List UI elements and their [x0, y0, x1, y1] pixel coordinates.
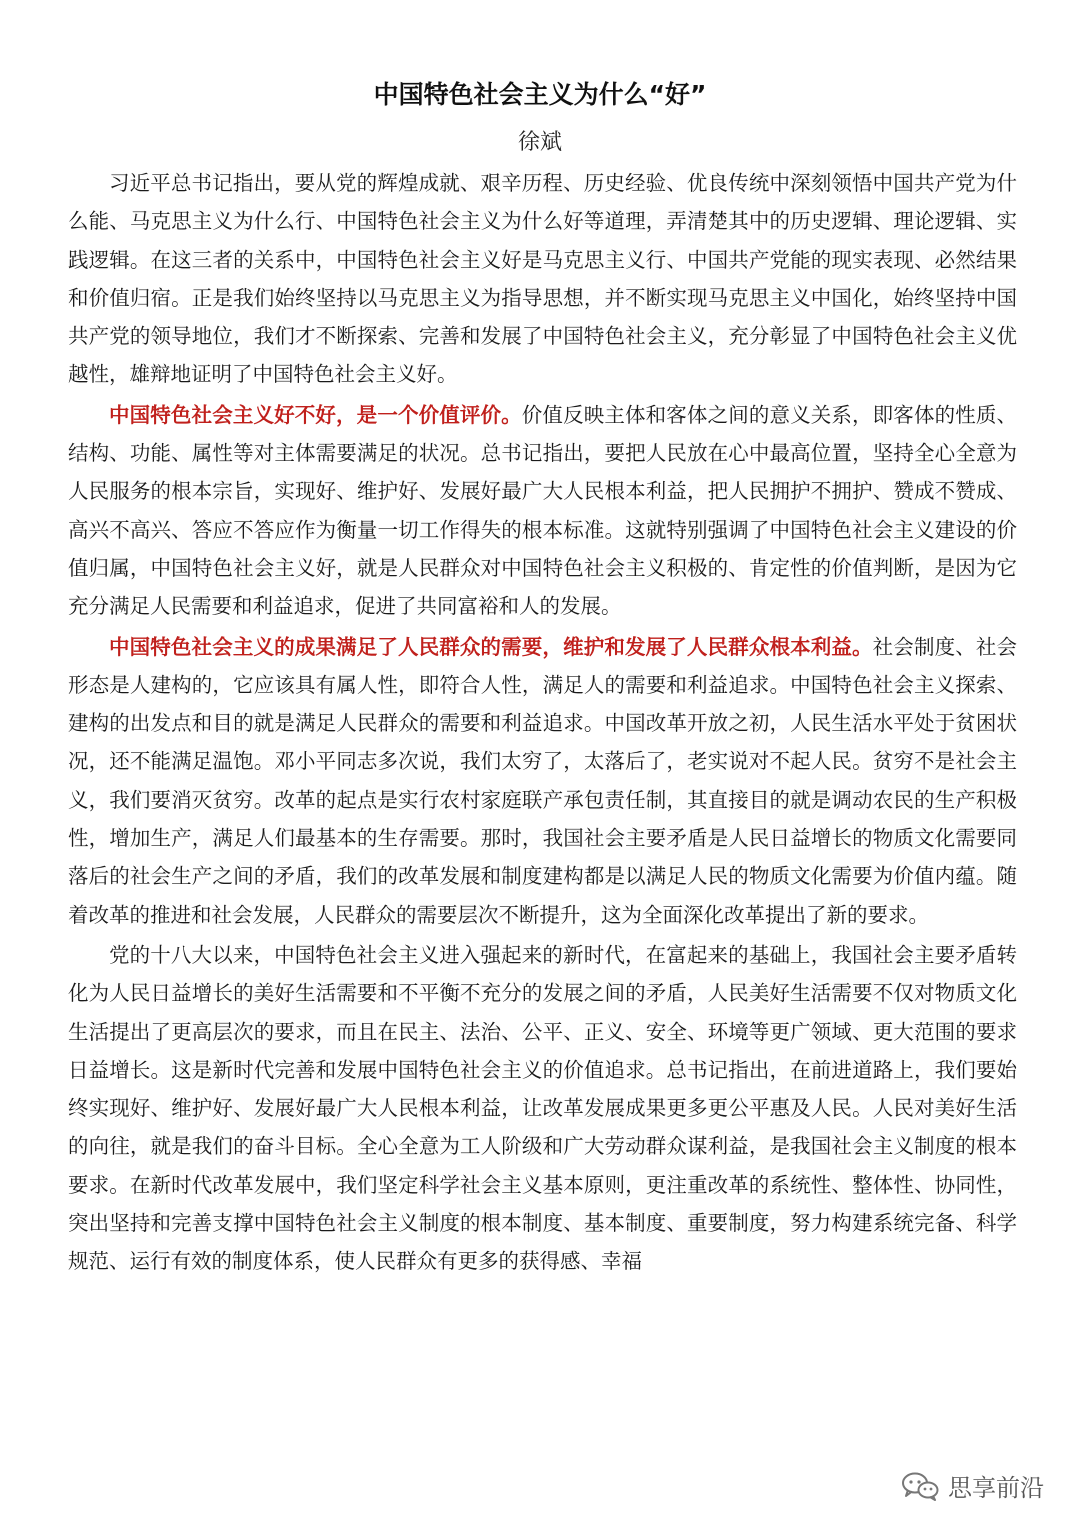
article-title: 中国特色社会主义为什么“好”	[373, 80, 707, 109]
watermark-text: 思享前沿	[948, 1474, 1044, 1502]
paragraph-3	[68, 628, 1017, 934]
article-author: 徐斌	[517, 130, 562, 155]
watermark	[900, 1468, 1044, 1503]
paragraph-2-lead: 中国特色社会主义好不好，是一个价值评价。	[109, 402, 522, 427]
paragraph-3-lead: 中国特色社会主义的成果满足了人民群众的需要，维护和发展了人民群众根本利益。	[109, 634, 873, 659]
paragraph-3-text: 社会制度、社会形态是人建构的，它应该具有属人性，即符合人性，满足人的需要和利益追求。中国特色社会主义探索、建构的出发点和目的就是满足人民群众的需要和利益追求。中国改革开放之初，人民生活水平处于贫困状况，还不能满足温饱。邓小平同志多次说，我们太穷了，太落后了，老实说对不起人民。贫穷不是社会主义，我们要消灭贫穷。改革的起点是实行农村家庭联产承包责任制，其直接目的就是调动农民的生产积极性，增加生产，满足人们最基本的生存需要。那时，我国社会主要矛盾是人民日益增长的物质文化需要同落后的社会生产之间的矛盾，我们的改革发展和制度建构都是以满足人民的物质文化需要为价值内蕴。随着改革的推进和社会发展，人民群众的需要层次不断提升，这为全面深化改革提出了新的要求。	[68, 634, 1018, 927]
paragraph-2	[68, 396, 1017, 626]
paragraph-1	[68, 164, 1017, 394]
paragraph-4	[68, 936, 1017, 1281]
wechat-icon	[900, 1471, 940, 1501]
paragraph-4-text: 党的十八大以来，中国特色社会主义进入强起来的新时代，在富起来的基础上，我国社会主要矛盾转化为人民日益增长的美好生活需要和不平衡不充分的发展之间的矛盾，人民美好生活需要不仅对物质文化生活提出了更高层次的要求，而且在民主、法治、公平、正义、安全、环境等更广领域、更大范围的要求日益增长。这是新时代完善和发展中国特色社会主义的价值追求。总书记指出，在前进道路上，我们要始终实现好、维护好、发展好最广大人民根本利益，让改革发展成果更多更公平惠及人民。人民对美好生活的向往，就是我们的奋斗目标。全心全意为工人阶级和广大劳动群众谋利益，是我国社会主义制度的根本要求。在新时代改革发展中，我们坚定科学社会主义基本原则，更注重改革的系统性、整体性、协同性，突出坚持和完善支撑中国特色社会主义制度的根本制度、基本制度、重要制度，努力构建系统完备、科学规范、运行有效的制度体系，使人民群众有更多的获得感、幸福	[68, 942, 1017, 1274]
paragraph-2-text: 价值反映主体和客体之间的意义关系，即客体的性质、结构、功能、属性等对主体需要满足的状况。总书记指出，要把人民放在心中最高位置，坚持全心全意为人民服务的根本宗旨，实现好、维护好、发展好最广大人民根本利益，把人民拥护不拥护、赞成不赞成、高兴不高兴、答应不答应作为衡量一切工作得失的根本标准。这就特别强调了中国特色社会主义建设的价值归属，中国特色社会主义好，就是人民群众对中国特色社会主义积极的、肯定性的价值判断，是因为它充分满足人民需要和利益追求，促进了共同富裕和人的发展。	[68, 402, 1018, 619]
article-body	[68, 164, 1017, 1283]
paragraph-1-text: 习近平总书记指出，要从党的辉煌成就、艰辛历程、历史经验、优良传统中深刻领悟中国共产党为什么能、马克思主义为什么行、中国特色社会主义为什么好等道理，弄清楚其中的历史逻辑、理论逻辑、实践逻辑。在这三者的关系中，中国特色社会主义好是马克思主义行、中国共产党能的现实表现、必然结果和价值归宿。正是我们始终坚持以马克思主义为指导思想，并不断实现马克思主义中国化，始终坚持中国共产党的领导地位，我们才不断探索、完善和发展了中国特色社会主义，充分彰显了中国特色社会主义优越性，雄辩地证明了中国特色社会主义好。	[68, 171, 1017, 387]
